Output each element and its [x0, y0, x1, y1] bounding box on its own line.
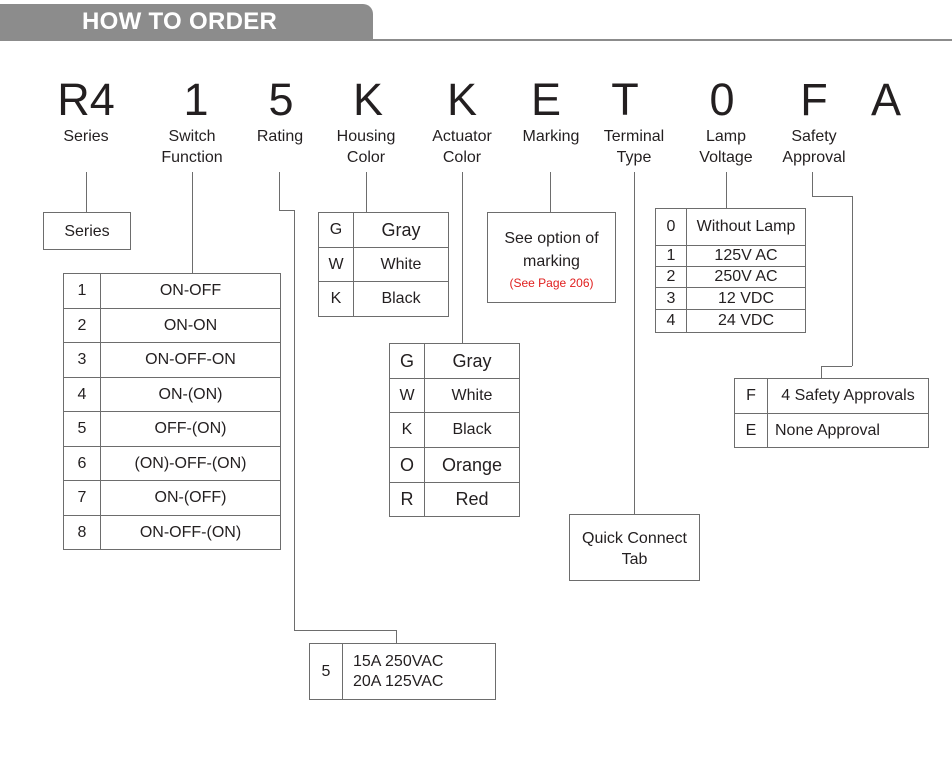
- connector-lamp: [726, 172, 727, 208]
- code-char-safety: F: [800, 74, 828, 125]
- table-row: 4 24 VDC: [656, 310, 806, 333]
- actuator-color-table: [389, 343, 520, 517]
- marking-box: [487, 212, 616, 303]
- connector-safety-a: [812, 172, 813, 196]
- connector-actuator: [462, 172, 463, 343]
- connector-terminal: [634, 172, 635, 514]
- connector-rating-b: [279, 210, 294, 211]
- page-title: HOW TO ORDER: [82, 8, 278, 35]
- table-row: 8 ON-OFF-(ON): [64, 516, 281, 550]
- table-row: E None Approval: [735, 414, 929, 448]
- label-switch-function: Switch Function: [161, 128, 223, 166]
- connector-switch: [192, 172, 193, 273]
- label-safety-approval: Safety Approval: [782, 128, 846, 166]
- code-char-marking: E: [530, 74, 562, 125]
- connector-rating-c: [294, 210, 295, 630]
- connector-series: [86, 172, 87, 212]
- marking-page-note: (See Page 206): [509, 276, 594, 290]
- table-row: F 4 Safety Approvals: [735, 379, 929, 414]
- table-row: G Gray: [390, 344, 520, 379]
- lamp-voltage-table: [655, 208, 806, 333]
- table-row: 6 (ON)-OFF-(ON): [64, 447, 281, 481]
- code-char-suffix: A: [870, 74, 902, 125]
- code-char-rating: 5: [268, 74, 294, 125]
- series-box: Series: [43, 212, 131, 250]
- connector-rating-e: [396, 630, 397, 643]
- safety-approval-table: [734, 378, 929, 448]
- marking-line1: See option of: [504, 230, 599, 247]
- marking-line2: marking: [523, 253, 580, 270]
- connector-rating-d: [294, 630, 396, 631]
- label-housing-color: Housing Color: [336, 128, 396, 166]
- label-lamp-voltage: Lamp Voltage: [699, 128, 753, 166]
- connector-marking: [550, 172, 551, 212]
- table-row: 0 Without Lamp: [656, 209, 806, 246]
- table-row: 5 OFF-(ON): [64, 412, 281, 447]
- table-row: 4 ON-(ON): [64, 378, 281, 412]
- code-char-lamp: 0: [709, 74, 735, 125]
- label-marking: Marking: [522, 128, 580, 145]
- connector-safety-b: [812, 196, 852, 197]
- code-char-series: R4: [57, 74, 115, 125]
- table-row: W White: [390, 379, 520, 413]
- code-char-switch: 1: [183, 74, 209, 125]
- rating-table: [309, 643, 496, 700]
- table-row: 1 ON-OFF: [64, 274, 281, 309]
- code-char-housing: K: [352, 74, 384, 125]
- label-terminal-type: Terminal Type: [603, 128, 665, 166]
- table-row: R Red: [390, 483, 520, 517]
- table-row: K Black: [319, 282, 449, 317]
- table-row: 7 ON-(OFF): [64, 481, 281, 516]
- label-actuator-color: Actuator Color: [432, 128, 492, 166]
- table-row: 5 15A 250VAC 20A 125VAC: [310, 644, 496, 700]
- connector-rating-a: [279, 172, 280, 210]
- switch-function-table: [63, 273, 281, 550]
- label-rating: Rating: [256, 128, 304, 145]
- label-series: Series: [63, 128, 109, 145]
- terminal-type-box: Quick Connect Tab: [569, 514, 700, 581]
- table-row: 2 ON-ON: [64, 309, 281, 343]
- code-char-terminal: T: [611, 74, 639, 125]
- table-row: 3 12 VDC: [656, 288, 806, 310]
- connector-safety-e: [821, 366, 822, 378]
- housing-color-table: [318, 212, 449, 317]
- table-row: 3 ON-OFF-ON: [64, 343, 281, 378]
- connector-housing: [366, 172, 367, 212]
- table-row: G Gray: [319, 213, 449, 248]
- connector-safety-d: [821, 366, 852, 367]
- connector-safety-c: [852, 196, 853, 366]
- table-row: 1 125V AC: [656, 246, 806, 267]
- table-row: W White: [319, 248, 449, 282]
- code-char-actuator: K: [446, 74, 478, 125]
- table-row: 2 250V AC: [656, 267, 806, 288]
- table-row: K Black: [390, 413, 520, 448]
- table-row: O Orange: [390, 448, 520, 483]
- header-rule: [0, 39, 952, 41]
